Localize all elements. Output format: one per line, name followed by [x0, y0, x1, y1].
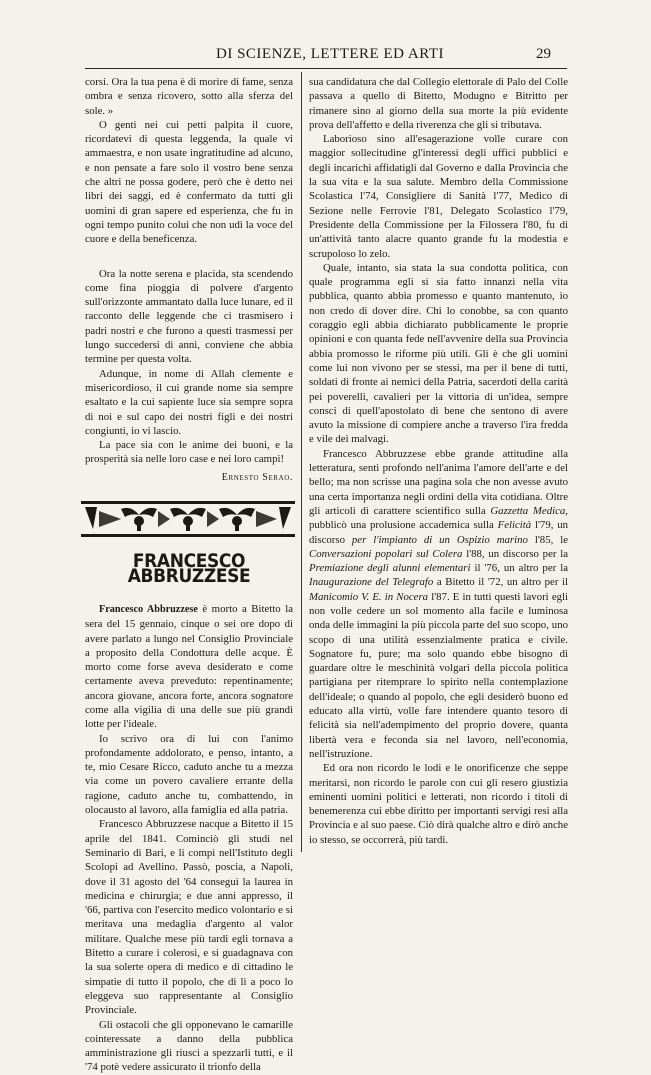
paragraph-text: il '76, un altro per la [470, 562, 568, 575]
work-title: per l'impianto di un Ospizio marino [351, 533, 528, 546]
paragraph: Laborioso sino all'esagerazione volle curare con maggior sollecitudine gl'interessi degli uffici pubblici e degli incarichi affidatigli dal Governo e dalla Provincia che la sua vita e la sua salute. Membro della Commissione Scolastica l'74, Consigliere di Sanità l'77, Medico di Sezione nelle Ferrovie l'81, Delegato Scolastico l'79, Presidente della Commissione per la Filossera l'80, fu di un'attività tanto alacre quanto grande fu la modestia e scrupoloso lo zelo. [309, 133, 568, 260]
paragraph: Quale, intanto, sia stata la sua condotta politica, con quale programma egli si sia fatto innanzi nella vita pubblica, quanto abbia promesso e quanto mantenuto, io non credo di dover dire. Chi lo conobbe, sa con quanto coraggio egli abbia dichiarato pubblicamente le proprie opinioni e con quanta fede nell'avvenire della sua Provincia abbia promosso le riforme più utili. Gli è che gli uomini come lui non vivono per se stessi, ma per il bene di tutti, soldati di fronte ai nemici della Patria, sacerdoti della carità pei poverelli, cavalieri per la vittoria di un'idea, sempre consci di quell'apostolato di bene che sentono di avere avuto la missione di compiere anche a traverso l'ira fredda e vile dei malvagi. [309, 261, 568, 446]
work-title: Inaugurazione del Telegrafo [309, 576, 434, 589]
paragraph [85, 602, 293, 732]
paragraph: O genti nei cui petti palpita il cuore, ricordatevi di questa leggenda, la quale vi ammaestra, e non usate ingratitudine ad alcuno, e non pensate a fare solo il vostro bene senza che altri ne possa godere, però che è detto nei libri dei saggi, ed è confermato da tutti gli uomini di gran sapere ed esperienza, che fu in ogni tempo punito colui che non udì la voce del cuore e della beneficenza. [85, 118, 293, 246]
paragraph: Gli ostacoli che gli opponevano le camarille cointeressate a danno della pubblica amministrazione gli riuscì a spezzarli tutti, e il '74 potè vedere assicurato il trionfo della [85, 1018, 293, 1074]
running-header: DI SCIENZE, LETTERE ED ARTI [216, 46, 444, 62]
subject-name: Francesco Abbruzzese [99, 603, 198, 615]
paragraph: Io scrivo ora di lui con l'animo profondamente addolorato, e penso, intanto, a te, mio Cesare Ricco, caduto anche tu a mezza via come un povero cavaliere errante della ragione, caduto anche tu, combattendo, in olocausto al lavoro, alla famiglia ed alla patria. [85, 732, 293, 817]
paragraph: sua candidatura che dal Collegio elettorale di Palo del Colle passava a quello di Bitetto, Modugno e Bitritto per rimanere sino al giorno della sua morte la più evidente prova dell'affetto e della riverenza che gli si tributava. [309, 76, 568, 131]
page-number: 29 [536, 46, 551, 62]
work-title: Felicità [497, 519, 532, 532]
header-rule [85, 68, 567, 69]
work-title: Premiazione degli alunni elementari [309, 562, 471, 575]
author-signature: Ernesto Serao. [221, 471, 293, 483]
column-divider [301, 72, 302, 852]
paragraph-text: l'79, un discorso [309, 519, 568, 546]
work-title: Gazzetta Medica [490, 504, 566, 517]
paragraph: La pace sia con le anime dei buoni, e la prosperità sia nelle loro case e nei loro campi! [85, 439, 293, 466]
paragraph-text: è morto a Bitetto la sera del 15 gennaio, cinque o sei ore dopo di avere parlato a lungo nel Consiglio Provinciale a proposito della Condottura delle acque. È morto come forse aveva desiderato e come certamente aveva preveduto: repentinamente; ancora giovane, ancora forte, ancora sognatore come alla vigilia di una delle sue più grandi lotte per l'ideale. [85, 602, 293, 731]
paragraph: Francesco Abbruzzese nacque a Bitetto il 15 aprile del 1841. Cominciò gli studi nel Seminario di Bari, e li compì nell'Istituto degli Scolopi ad Avellino. Passò, poscia, a Napoli, dove il 31 agosto del '64 conseguì la laurea in medicina e chirurgia; e due anni appresso, il '66, partiva con l'esercito medico volontario e si meritava una medaglia d'argento al valor militare. Qualche mese più tardi egli tornava a Bitetto a curare i colerosi, e si guadagnava con la sua solerte opera di medico e di cittadino le simpatie di tutto il popolo, che di lì a poco lo eleggeva suo rappresentante al Consiglio Provinciale. [85, 818, 293, 1017]
paragraph-text: , pubblicò una prolusione accademica sulla [309, 504, 568, 532]
left-column [85, 75, 293, 1075]
paragraph [309, 447, 568, 762]
paragraph-text: a Bitetto il '72, un altro per il [433, 576, 569, 589]
paragraph-text: Francesco Abbruzzese ebbe grande attitudine alla letteratura, sentì profondo nell'anima l'amore dell'arte e del bello; ma non scrisse una pagina sola che non avesse avuto una certa importanza negli ordini della vita cotidiana. Oltre gli articoli di carattere scientifico sulla [309, 447, 568, 517]
paragraph: corsi. Ora la tua pena è di morire di fame, senza ombra e senza ricovero, sotto alla sferza del sole. » [85, 76, 293, 117]
paragraph-text: l'87. E in tutti questi lavori egli non volle cedere un sol momento alla facile e luminosa onda delle immagini la più piccola parte del suo scopo, uno scopo di una utilità essenzialmente pratica e civile. Sognatore fu, pure; ma solo quando ebbe bisogno di guardare oltre le meschinità volgari della piccola politica partigiana per ritemprare lo spirito nella contemplazione dell'ideale; o quando al popolo, che egli desiderò buono ed educato alla virtù, volle fare intendere quanto tesoro di felicità sia nell'adempimento del proprio dovere, quanta libertà vera e feconda sia nel lavoro, nell'economia, nell'istruzione. [309, 590, 569, 760]
work-title: Manicomio V. E. in Nocera [309, 590, 429, 603]
paragraph: Ed ora non ricordo le lodi e le onorificenze che seppe meritarsi, non ricordo le parole con cui gli resero giustizia eminenti uomini politici e letterati, non ricordo i titoli di benemerenza cui ebbe diritto per importanti servigi resi alla Provincia e al suo paese. Ciò dirà qualche altro e dirò anche io stesso, se occorrerà, più tardi. [309, 762, 568, 846]
paragraph-text: l'85, le [527, 533, 568, 546]
right-column [309, 75, 568, 847]
paragraph: Adunque, in nome di Allah clemente e misericordioso, il cui grande nome sia sempre esaltato e la cui sapiente luce sia sempre sopra di noi e sul capo dei nostri figli e dei nostri congiunti, io vi lascio. [85, 367, 293, 437]
article-title: FRANCESCO ABBRUZZESE [127, 551, 251, 587]
winged-border-ornament-icon [81, 501, 293, 541]
work-title: Conversazioni popolari sul Colera [309, 547, 463, 560]
paragraph: Ora la notte serena e placida, sta scendendo come fina pioggia di polvere d'argento sull'orizzonte ammantato dalla luce lunare, ed il racconto delle leggende che ci trasmisero i padri nostri e che furono a questi trasmessi per lungo succedersi di anni, conviene che abbia termine per questa volta. [85, 267, 293, 366]
paragraph-text: l'88, un discorso per la [462, 547, 568, 560]
